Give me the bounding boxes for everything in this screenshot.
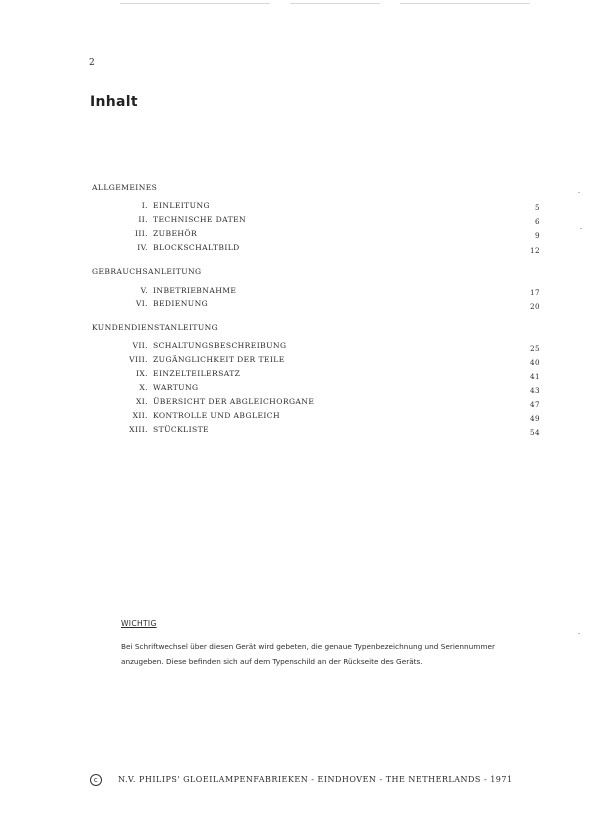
scan-edge-line [400,3,530,4]
toc-entry [0,299,595,310]
toc-entry-label: ZUGÄNGLICHKEIT DER TEILE [153,355,285,364]
toc-entry-page: 17 [530,288,540,297]
scan-edge-line [290,3,380,4]
toc-entry-page: 9 [535,231,540,240]
toc-entry-number: IX. [135,369,148,378]
toc-entry-number: X. [139,383,148,392]
page-number: 2 [89,58,95,68]
toc-entry-number: IV. [137,243,148,252]
toc-entry-page: 12 [530,246,540,255]
toc-entry-number: XI. [135,397,148,406]
toc-entry-page: 41 [530,372,540,381]
toc-entry-label: BEDIENUNG [153,299,209,308]
toc-entry-page: 6 [535,217,540,226]
toc-entry-number: I. [141,201,148,210]
note-line: Bei Schriftwechsel über diesen Gerät wird gebeten, die genaue Typenbezeichnung und Seriennummer [121,642,495,651]
toc-entry-number: V. [140,286,148,295]
scan-speck [578,192,580,193]
scan-edge-line [120,3,270,4]
footer [90,774,513,786]
toc-entry-number: XIII. [129,425,148,434]
section-heading: GEBRAUCHSANLEITUNG [92,267,202,276]
toc-entry-number: III. [134,229,148,238]
toc-entry [0,425,595,436]
footer-text: N.V. PHILIPS' GLOEILAMPENFABRIEKEN - EINDHOVEN - THE NETHERLANDS - 1971 [118,775,513,784]
toc-entry-number: XII. [132,411,148,420]
toc-entry-label: ÜBERSICHT DER ABGLEICHORGANE [153,397,315,406]
toc-entry-page: 54 [530,428,540,437]
toc-entry-number: II. [138,215,148,224]
toc-entry-label: INBETRIEBNAHME [153,286,237,295]
toc-entry-label: STÜCKLISTE [153,425,210,434]
toc-entry-number: VII. [132,341,148,350]
toc-entry-label: EINZELTEILERSATZ [153,369,241,378]
toc-entry [0,369,595,380]
toc-entry-label: ZUBEHÖR [153,229,198,238]
copyright-icon: c [90,774,102,786]
note-line: anzugeben. Diese befinden sich auf dem Typenschild an der Rückseite des Geräts. [121,657,423,666]
note-heading: WICHTIG [121,619,157,628]
toc-entry-label: WARTUNG [153,383,199,392]
toc-entry-label: EINLEITUNG [153,201,210,210]
toc-entry [0,355,595,366]
toc-entry-page: 20 [530,302,540,311]
toc-entry [0,243,595,254]
toc-entry-number: VIII. [129,355,148,364]
toc-entry [0,383,595,394]
toc-entry-page: 43 [530,386,540,395]
toc-entry [0,229,595,240]
toc-entry-page: 47 [530,400,540,409]
page-title: Inhalt [90,94,138,110]
section-heading: KUNDENDIENSTANLEITUNG [92,323,219,332]
scan-speck [578,633,580,634]
note-text [121,639,561,669]
toc-entry [0,397,595,408]
toc-entry-number: VI. [135,299,148,308]
toc-entry-page: 5 [535,203,540,212]
toc-entry [0,201,595,212]
scan-speck [580,228,582,229]
toc-entry-label: TECHNISCHE DATEN [153,215,247,224]
toc-entry [0,411,595,422]
toc-entry-label: BLOCKSCHALTBILD [153,243,240,252]
toc-entry-page: 40 [530,358,540,367]
toc-entry-page: 25 [530,344,540,353]
toc-entry [0,286,595,297]
toc-entry-label: SCHALTUNGSBESCHREIBUNG [153,341,287,350]
toc-entry-page: 49 [530,414,540,423]
toc-entry-label: KONTROLLE UND ABGLEICH [153,411,281,420]
section-heading: ALLGEMEINES [92,183,158,192]
toc-entry [0,341,595,352]
toc-entry [0,215,595,226]
